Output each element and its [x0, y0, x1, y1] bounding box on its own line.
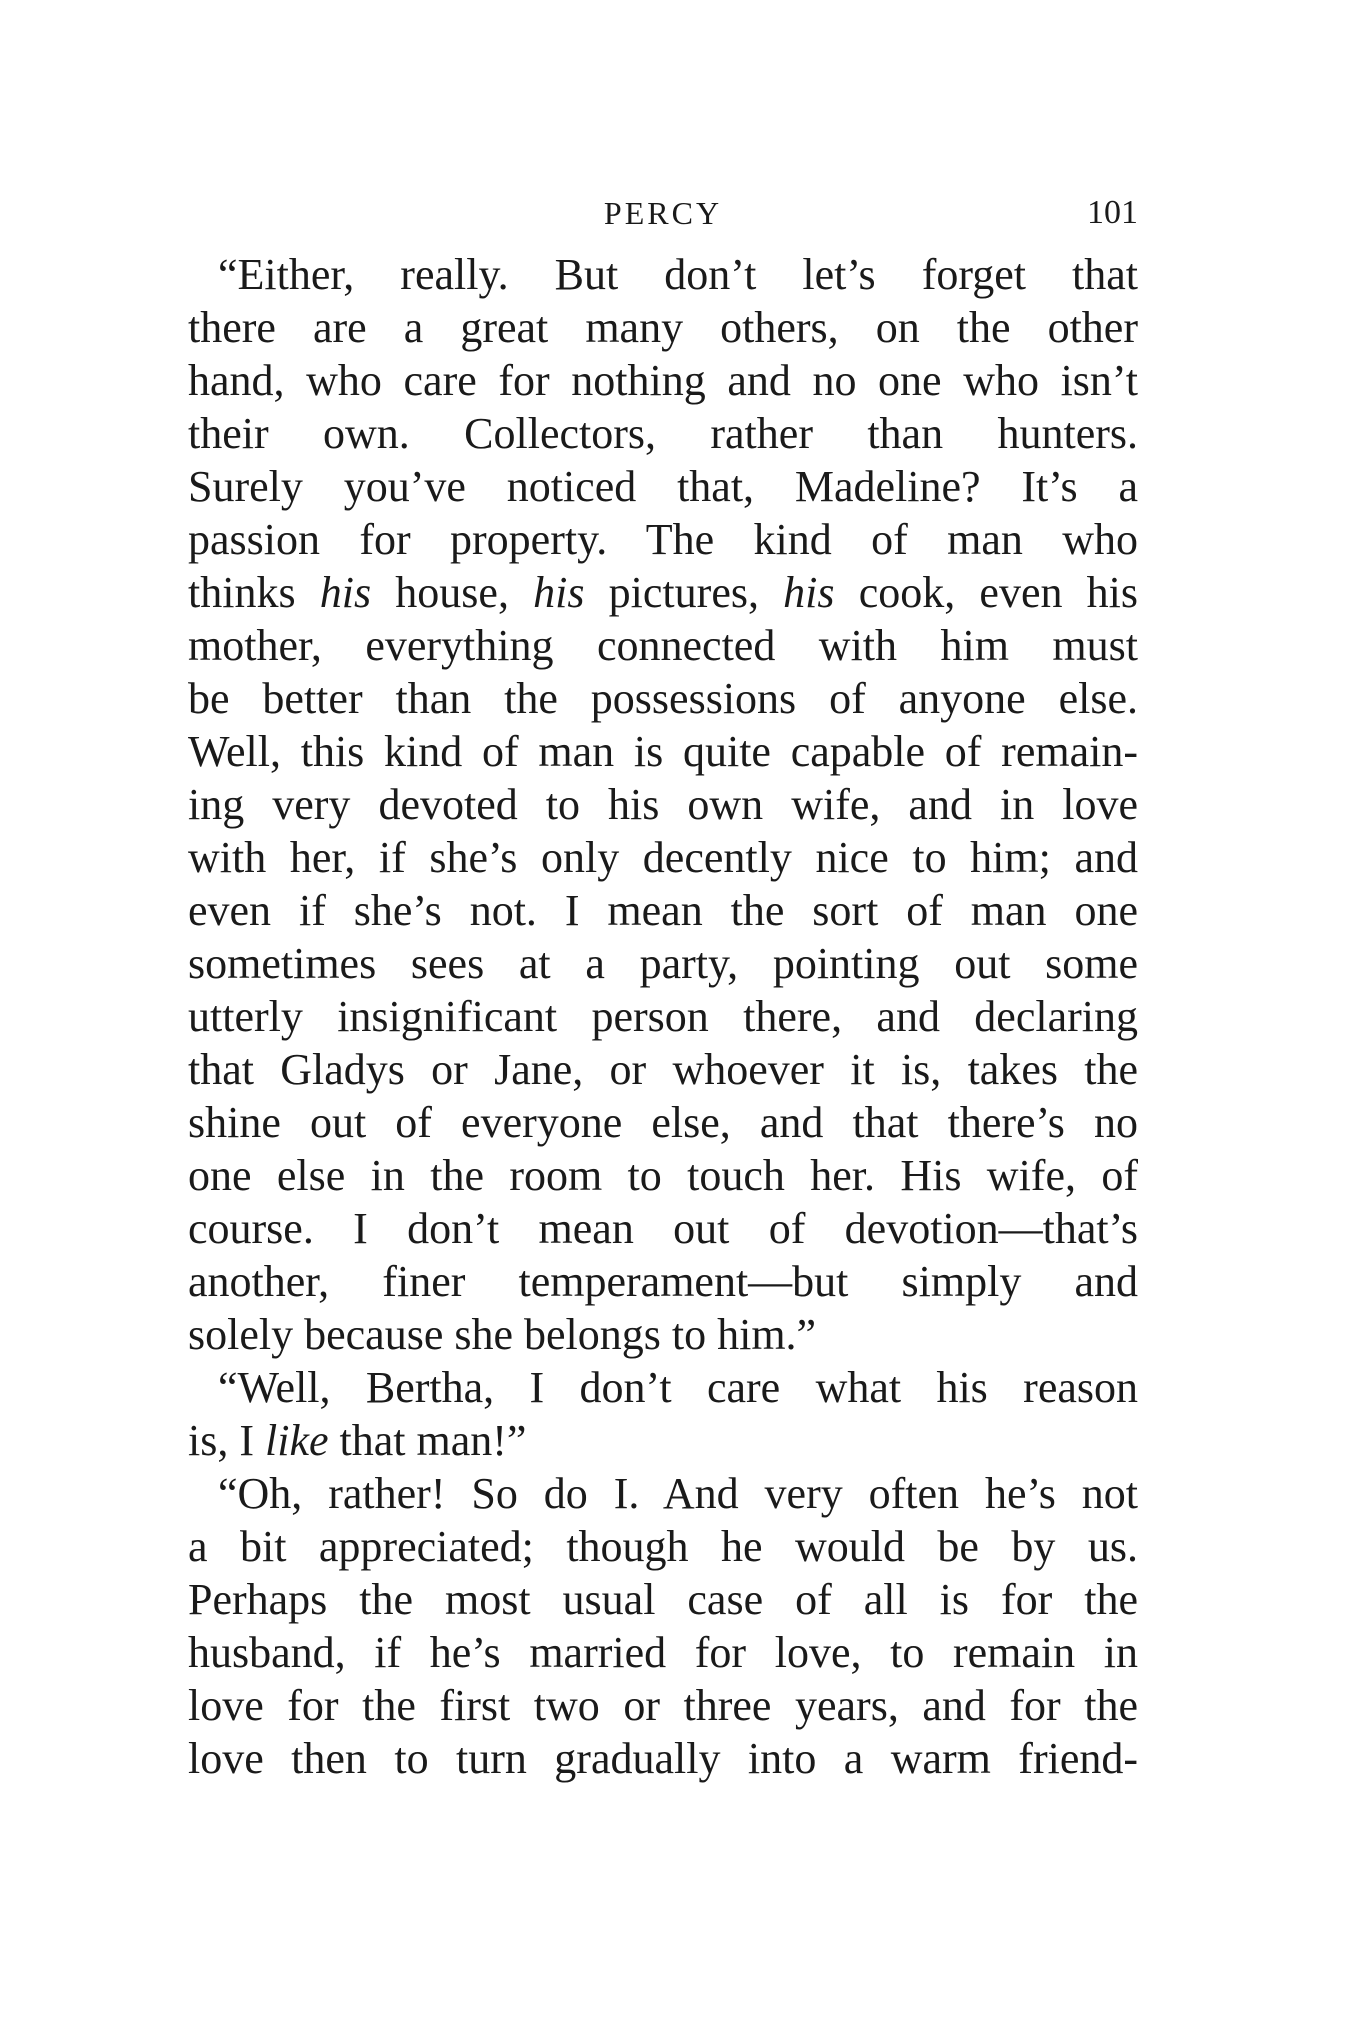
text-line: Perhaps the most usual case of all is for the — [188, 1575, 1138, 1624]
text-line: that Gladys or Jane, or whoever it is, takes the — [188, 1045, 1138, 1094]
text-line: shine out of everyone else, and that there’s no — [188, 1098, 1138, 1147]
text-line: passion for property. The kind of man who — [188, 515, 1138, 564]
text-line: even if she’s not. I mean the sort of man one — [188, 886, 1138, 935]
text-line: love for the first two or three years, and for the — [188, 1681, 1138, 1730]
running-head: PERCY — [603, 195, 723, 231]
text-line: be better than the possessions of anyone else. — [188, 674, 1138, 723]
body-text — [188, 248, 1138, 1785]
emphasis: his — [533, 568, 585, 617]
text-line: hand, who care for nothing and no one who isn’t — [188, 356, 1138, 405]
text-line: course. I don’t mean out of devotion—that’s — [188, 1204, 1138, 1253]
emphasis: like — [265, 1416, 329, 1465]
text-line: thinks his house, his pictures, his cook, even his — [188, 568, 1138, 617]
text-line: “Well, Bertha, I don’t care what his reason — [218, 1363, 1138, 1412]
page-header — [188, 190, 1138, 236]
text-line: utterly insignificant person there, and declaring — [188, 992, 1138, 1041]
text-line: love then to turn gradually into a warm friend- — [188, 1734, 1138, 1783]
text-line: solely because she belongs to him.” — [188, 1310, 817, 1359]
emphasis: his — [319, 568, 372, 617]
text-line: Well, this kind of man is quite capable of remain- — [188, 727, 1138, 776]
text-line: “Either, really. But don’t let’s forget that — [218, 250, 1138, 299]
text-line: sometimes sees at a party, pointing out some — [188, 939, 1138, 988]
text-line: ing very devoted to his own wife, and in love — [188, 780, 1138, 829]
text-line: mother, everything connected with him must — [188, 621, 1138, 670]
text-line: husband, if he’s married for love, to remain in — [188, 1628, 1138, 1677]
text-line: one else in the room to touch her. His wife, of — [188, 1151, 1138, 1200]
text-line: “Oh, rather! So do I. And very often he’s not — [218, 1469, 1138, 1518]
text-line: Surely you’ve noticed that, Madeline? It’s a — [188, 462, 1138, 511]
text-line: a bit appreciated; though he would be by us. — [188, 1522, 1138, 1571]
text-line: another, finer temperament—but simply and — [188, 1257, 1138, 1306]
page-number: 101 — [1087, 194, 1138, 231]
emphasis: his — [783, 568, 835, 617]
text-line: their own. Collectors, rather than hunters. — [188, 409, 1138, 458]
text-line: with her, if she’s only decently nice to him; and — [188, 833, 1138, 882]
text-line: there are a great many others, on the other — [188, 303, 1138, 352]
text-line: is, I like that man!” — [188, 1416, 527, 1465]
